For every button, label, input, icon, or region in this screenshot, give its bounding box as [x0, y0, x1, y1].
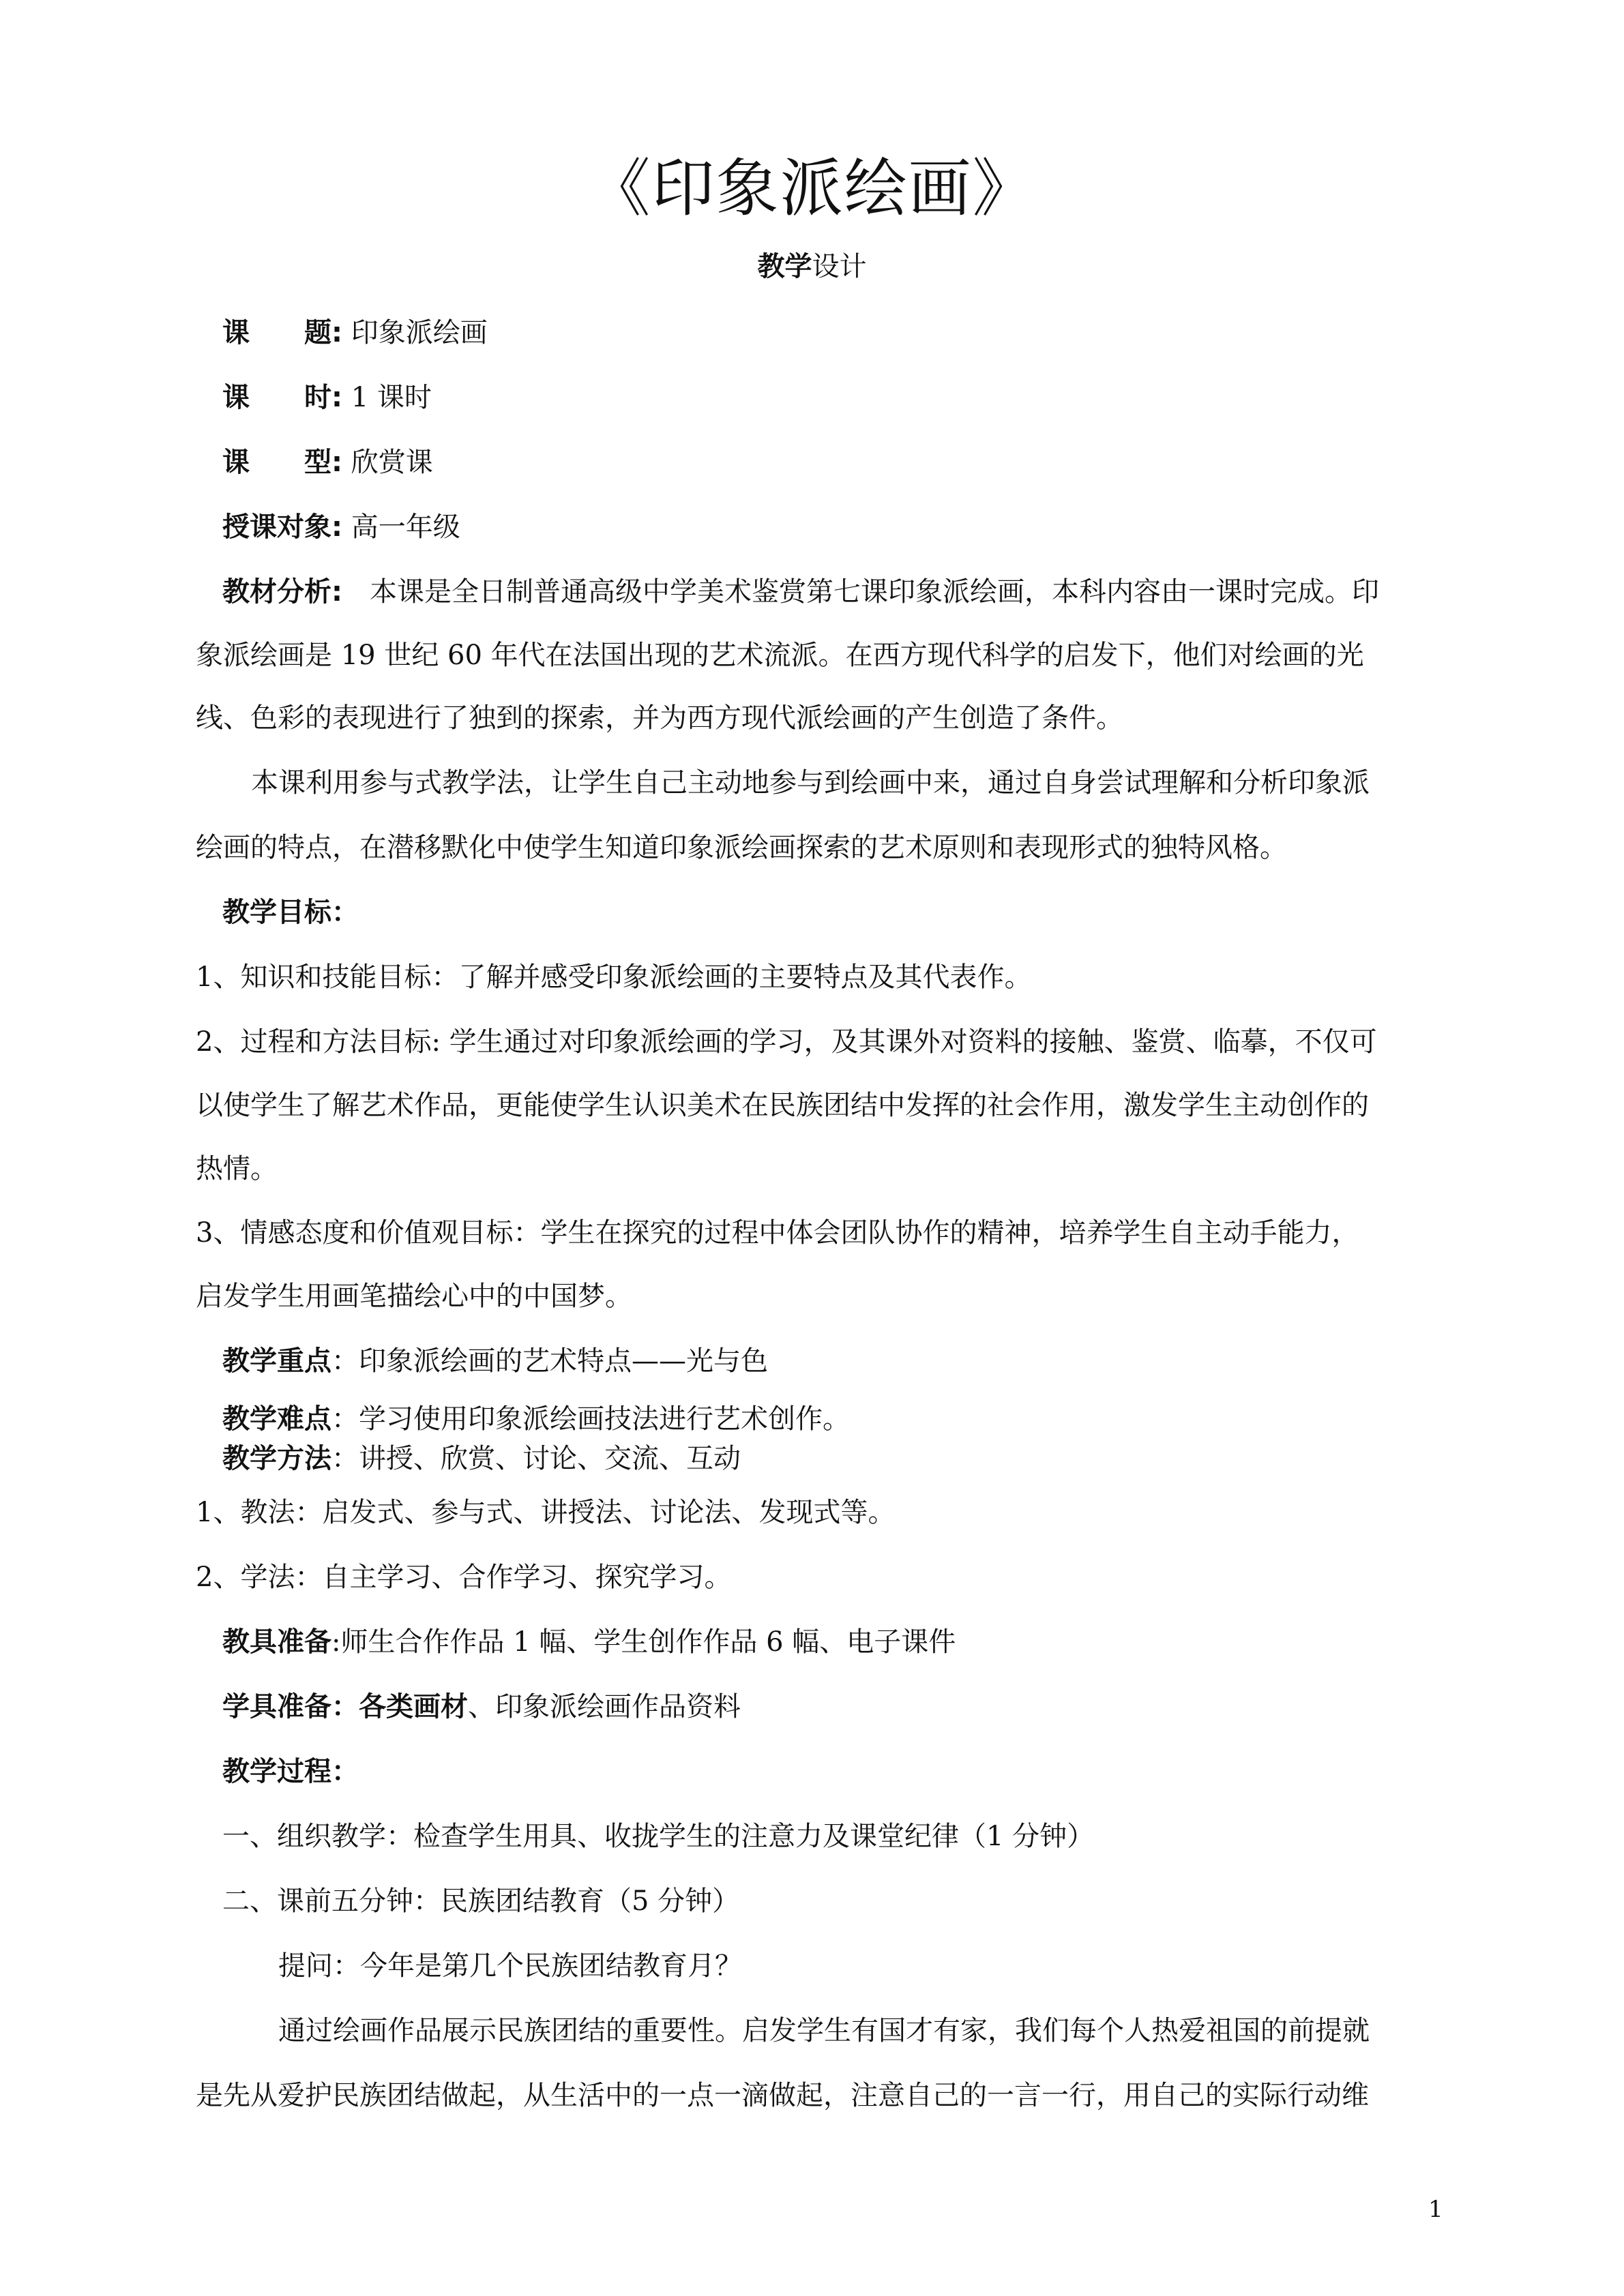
- meta-label-a: 课: [222, 317, 250, 348]
- document-title: 《印象派绘画》: [587, 152, 1037, 225]
- methods: [222, 1440, 741, 1478]
- difficulty-label: 教学难点: [222, 1403, 331, 1435]
- process-step-2: 二、课前五分钟：民族团结教育（5 分钟）: [222, 1885, 740, 1917]
- analysis-line-2: 象派绘画是 19 世纪 60 年代在法国出现的艺术流派。在西方现代科学的启发下，他们对绘画的光: [196, 640, 1364, 671]
- meta-label-b: 时:: [304, 382, 342, 413]
- goal-3-line-2: 启发学生用画笔描绘心中的中国梦。: [196, 1281, 632, 1312]
- meta-row-hours: [222, 378, 432, 417]
- meta-value: 欣赏课: [351, 447, 433, 478]
- key-point: [222, 1342, 768, 1380]
- process-para-line-2: 是先从爱护民族团结做起，从生活中的一点一滴做起，注意自己的一言一行，用自己的实际行动维: [196, 2080, 1369, 2111]
- analysis-line-1: [222, 573, 1443, 611]
- process-step-1: 一、组织教学：检查学生用具、收拢学生的注意力及课堂纪律（1 分钟）: [222, 1821, 1095, 1852]
- difficulty: [222, 1400, 850, 1438]
- meta-row-type: [222, 443, 433, 481]
- goal-2-line-2: 以使学生了解艺术作品，更能使学生认识美术在民族团结中发挥的社会作用，激发学生主动创作的: [196, 1090, 1369, 1121]
- key-point-label: 教学重点: [222, 1345, 331, 1377]
- meta-value: 1 课时: [351, 382, 432, 413]
- key-point-value: ：印象派绘画的艺术特点——光与色: [331, 1345, 768, 1377]
- student-tools-value: 、印象派绘画作品资料: [468, 1691, 741, 1723]
- meta-label-b: 题:: [304, 317, 342, 348]
- meta-label-a: 课: [222, 382, 250, 413]
- meta-row-topic: [222, 314, 488, 352]
- analysis-para2-line-2: 绘画的特点，在潜移默化中使学生知道印象派绘画探索的艺术原则和表现形式的独特风格。: [196, 832, 1287, 863]
- goal-2-line-1: 2、过程和方法目标: 学生通过对印象派绘画的学习，及其课外对资料的接触、鉴赏、临摹，不仅可: [196, 1026, 1377, 1058]
- teacher-tools: [222, 1623, 956, 1661]
- subtitle-rest: 设计: [812, 251, 867, 282]
- meta-label-a: 课: [222, 447, 250, 478]
- student-tools-label: 学具准备：各类画材: [222, 1691, 468, 1723]
- process-para-line-1: 通过绘画作品展示民族团结的重要性。启发学生有国才有家，我们每个人热爱祖国的前提就: [278, 2015, 1370, 2046]
- difficulty-value: ：学习使用印象派绘画技法进行艺术创作。: [331, 1403, 850, 1435]
- method-2: 2、学法：自主学习、合作学习、探究学习。: [196, 1562, 732, 1593]
- audience-value: 高一年级: [351, 511, 460, 543]
- audience-label: 授课对象:: [222, 511, 342, 543]
- goals-label: 教学目标：: [222, 897, 359, 928]
- teacher-tools-label: 教具准备: [222, 1626, 331, 1658]
- process-label: 教学过程：: [222, 1756, 359, 1787]
- page-number: 1: [1428, 2196, 1443, 2223]
- meta-label-b: 型:: [304, 447, 342, 478]
- goal-1: 1、知识和技能目标：了解并感受印象派绘画的主要特点及其代表作。: [196, 961, 1032, 993]
- goal-3-line-1: 3、情感态度和价值观目标：学生在探究的过程中体会团队协作的精神，培养学生自主动手能力，: [196, 1217, 1359, 1249]
- methods-label: 教学方法: [222, 1443, 331, 1474]
- analysis-text: 本课是全日制普通高级中学美术鉴赏第七课印象派绘画，本科内容由一课时完成。印: [370, 576, 1379, 608]
- methods-value: ：讲授、欣赏、讨论、交流、互动: [331, 1443, 741, 1474]
- student-tools: [222, 1688, 741, 1726]
- analysis-label: 教材分析:: [222, 576, 342, 608]
- analysis-line-3: 线、色彩的表现进行了独到的探索，并为西方现代派绘画的产生创造了条件。: [196, 702, 1123, 734]
- meta-value: 印象派绘画: [351, 317, 488, 348]
- document-subtitle: [0, 248, 1624, 286]
- goal-2-line-3: 热情。: [196, 1153, 278, 1184]
- analysis-para2-line-1: 本课利用参与式教学法，让学生自己主动地参与到绘画中来，通过自身尝试理解和分析印象派: [251, 767, 1370, 799]
- meta-row-audience: [222, 508, 460, 546]
- method-1: 1、教法：启发式、参与式、讲授法、讨论法、发现式等。: [196, 1497, 896, 1528]
- teacher-tools-value: :师生合作作品 1 幅、学生创作作品 6 幅、电子课件: [331, 1626, 956, 1658]
- subtitle-bold: 教学: [757, 251, 812, 282]
- process-question: 提问：今年是第几个民族团结教育月？: [278, 1950, 742, 1982]
